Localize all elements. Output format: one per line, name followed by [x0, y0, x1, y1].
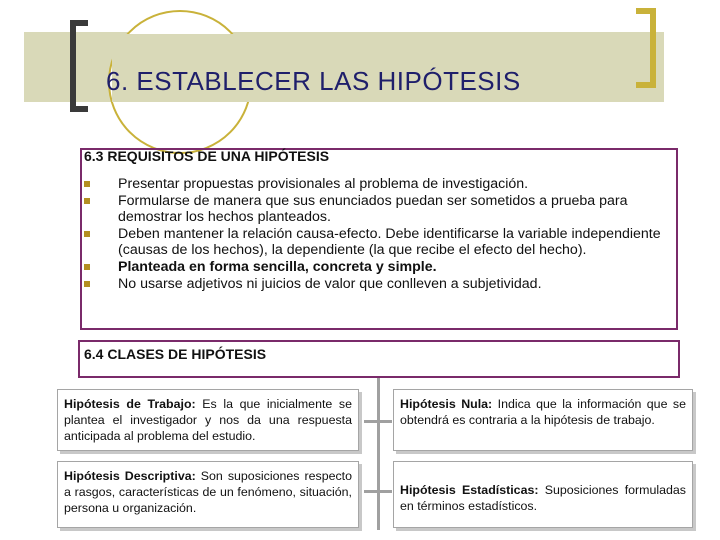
card-hipotesis-descriptiva [57, 461, 359, 528]
list-item: Formularse de manera que sus enunciados puedan ser sometidos a prueba para demostrar los hechos planteados. [84, 193, 674, 225]
tree-connector-right-bottom [380, 490, 392, 493]
square-bullet-icon [84, 264, 90, 270]
requisitos-heading: 6.3 REQUISITOS DE UNA HIPÓTESIS [84, 148, 330, 164]
card-term: Hipótesis Descriptiva: [64, 469, 196, 483]
card-hipotesis-nula [393, 389, 693, 451]
square-bullet-icon [84, 231, 90, 237]
card-hipotesis-estadisticas [393, 461, 693, 528]
clases-heading: 6.4 CLASES DE HIPÓTESIS [84, 346, 267, 362]
slide-title: 6. ESTABLECER LAS HIPÓTESIS [106, 66, 521, 96]
tree-connector-left-bottom [364, 490, 377, 493]
list-item: Presentar propuestas provisionales al problema de investigación. [84, 176, 674, 192]
card-term: Hipótesis Nula: [400, 397, 493, 411]
card-text: Es la que inicialmente se plantea el investigador y nos da una respuesta anticipada al problema del estudio. [64, 397, 352, 443]
card-text: Son suposiciones respecto a rasgos, características de un fenómeno, situación, persona u organización. [64, 469, 352, 515]
card-text: Indica que la información que se obtendrá es contraria a la hipótesis de trabajo. [400, 397, 686, 427]
right-bracket-decoration [636, 8, 656, 88]
list-item: No usarse adjetivos ni juicios de valor que conlleven a subjetividad. [84, 276, 674, 292]
card-hipotesis-trabajo [57, 389, 359, 451]
tree-connector-right-top [380, 420, 392, 423]
tree-connector-left-top [364, 420, 377, 423]
card-term: Hipótesis Estadísticas: [400, 483, 539, 497]
square-bullet-icon [84, 198, 90, 204]
square-bullet-icon [84, 281, 90, 287]
card-text: Suposiciones formuladas en términos estadísticos. [400, 483, 687, 513]
square-bullet-icon [84, 181, 90, 187]
list-item: Deben mantener la relación causa-efecto. Debe identificarse la variable independiente (causas de los hechos), la dependiente (la que recibe el efecto del hecho). [84, 226, 674, 258]
list-item: Planteada en forma sencilla, concreta y simple. [84, 259, 674, 275]
requisitos-list [84, 176, 674, 293]
tree-connector-vertical [377, 378, 380, 530]
left-bracket-decoration [70, 20, 88, 112]
card-term: Hipótesis de Trabajo: [64, 397, 196, 411]
